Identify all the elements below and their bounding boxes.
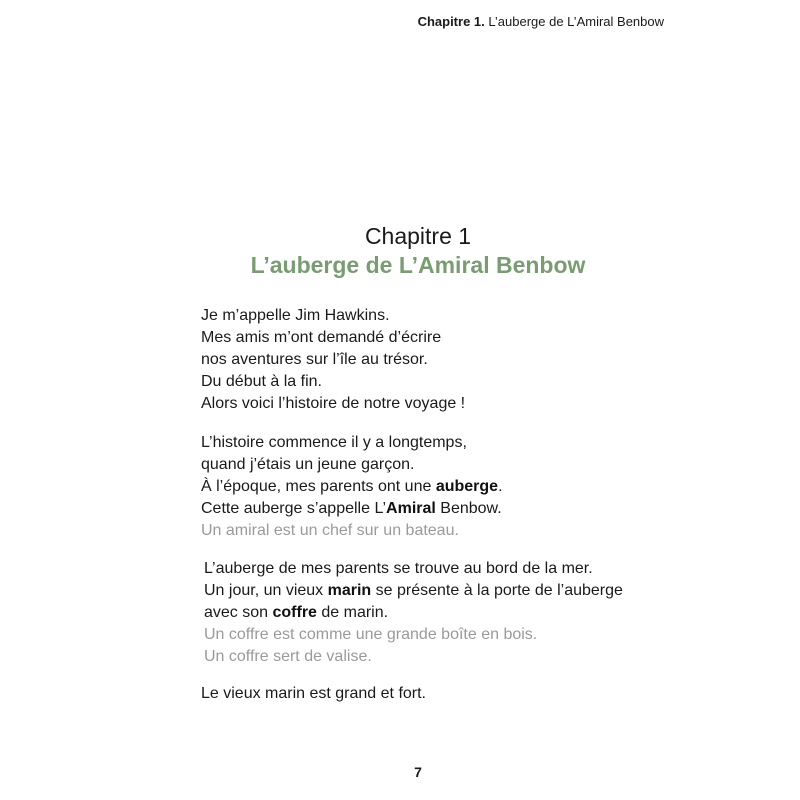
running-header: [418, 14, 664, 29]
running-header-chapter-title: L’auberge de L’Amiral Benbow: [488, 14, 664, 29]
text-span: Cette auberge s’appelle L’: [201, 500, 387, 517]
chapter-title: L’auberge de L’Amiral Benbow: [250, 252, 586, 278]
running-header-chapter-label: Chapitre 1.: [417, 14, 485, 29]
text-line: [201, 498, 503, 520]
text-span: Benbow.: [435, 500, 502, 517]
gloss-line: Un coffre est comme une grande boîte en bois.: [204, 626, 538, 643]
text-line: Du début à la fin.: [201, 373, 322, 390]
paragraph-2: [201, 432, 503, 542]
gloss-line: Un coffre sert de valise.: [204, 648, 372, 665]
text-span: avec son: [204, 604, 273, 621]
text-line: Alors voici l’histoire de notre voyage !: [201, 395, 466, 412]
paragraph-4: [201, 683, 426, 705]
vocabulary-word: auberge: [435, 478, 499, 495]
text-span: se présente à la porte de l’auberge: [371, 582, 623, 599]
text-line: Je m’appelle Jim Hawkins.: [201, 307, 390, 324]
page-number: 7: [414, 764, 422, 780]
text-line: [204, 580, 623, 602]
text-span: de marin.: [316, 604, 389, 621]
vocabulary-word: Amiral: [386, 500, 436, 517]
gloss-line: Un amiral est un chef sur un bateau.: [201, 522, 459, 539]
text-line: Le vieux marin est grand et fort.: [201, 685, 426, 702]
chapter-heading: [0, 222, 800, 280]
vocabulary-word: marin: [327, 582, 372, 599]
vocabulary-word: coffre: [272, 604, 317, 621]
text-line: Mes amis m’ont demandé d’écrire: [201, 329, 442, 346]
text-line: L’histoire commence il y a longtemps,: [201, 434, 467, 451]
text-span: À l’époque, mes parents ont une: [201, 478, 436, 495]
text-line: [201, 476, 503, 498]
text-span: .: [498, 478, 503, 495]
text-line: nos aventures sur l’île au trésor.: [201, 351, 428, 368]
text-line: quand j’étais un jeune garçon.: [201, 456, 415, 473]
paragraph-1: [201, 305, 465, 415]
text-span: Un jour, un vieux: [204, 582, 328, 599]
paragraph-3: [204, 558, 623, 668]
chapter-number: Chapitre 1: [364, 223, 472, 249]
text-line: [204, 602, 623, 624]
text-line: L’auberge de mes parents se trouve au bord de la mer.: [204, 560, 593, 577]
